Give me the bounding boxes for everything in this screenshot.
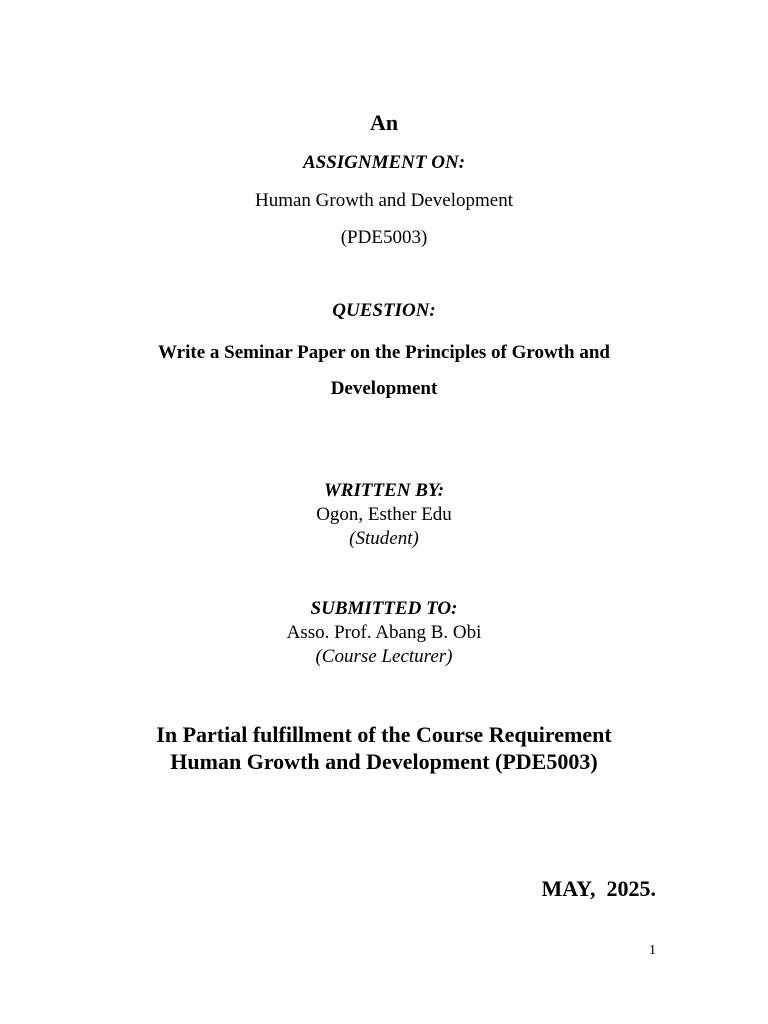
assignment-on-label: ASSIGNMENT ON: [302,152,466,173]
submitted-to-label: SUBMITTED TO: [310,598,458,619]
author-role: (Student) [349,528,419,549]
fulfillment-line-2: Human Growth and Development (PDE5003) [170,749,598,774]
fulfillment-line-1: In Partial fulfillment of the Course Requirement [156,722,612,747]
author-name: Ogon, Esther Edu [316,504,452,525]
question-text-line-2: Development [330,378,438,399]
lecturer-role: (Course Lecturer) [315,646,453,667]
course-code: (PDE5003) [340,227,428,248]
question-label: QUESTION: [332,300,436,321]
course-title: Human Growth and Development [254,190,514,211]
an-heading: An [369,110,399,135]
question-text-line-1: Write a Seminar Paper on the Principles of Growth and [158,342,610,363]
lecturer-name: Asso. Prof. Abang B. Obi [286,622,482,643]
submission-date: MAY, 2025. [541,876,656,901]
page-number: 1 [649,943,656,958]
written-by-label: WRITTEN BY: [323,480,445,501]
